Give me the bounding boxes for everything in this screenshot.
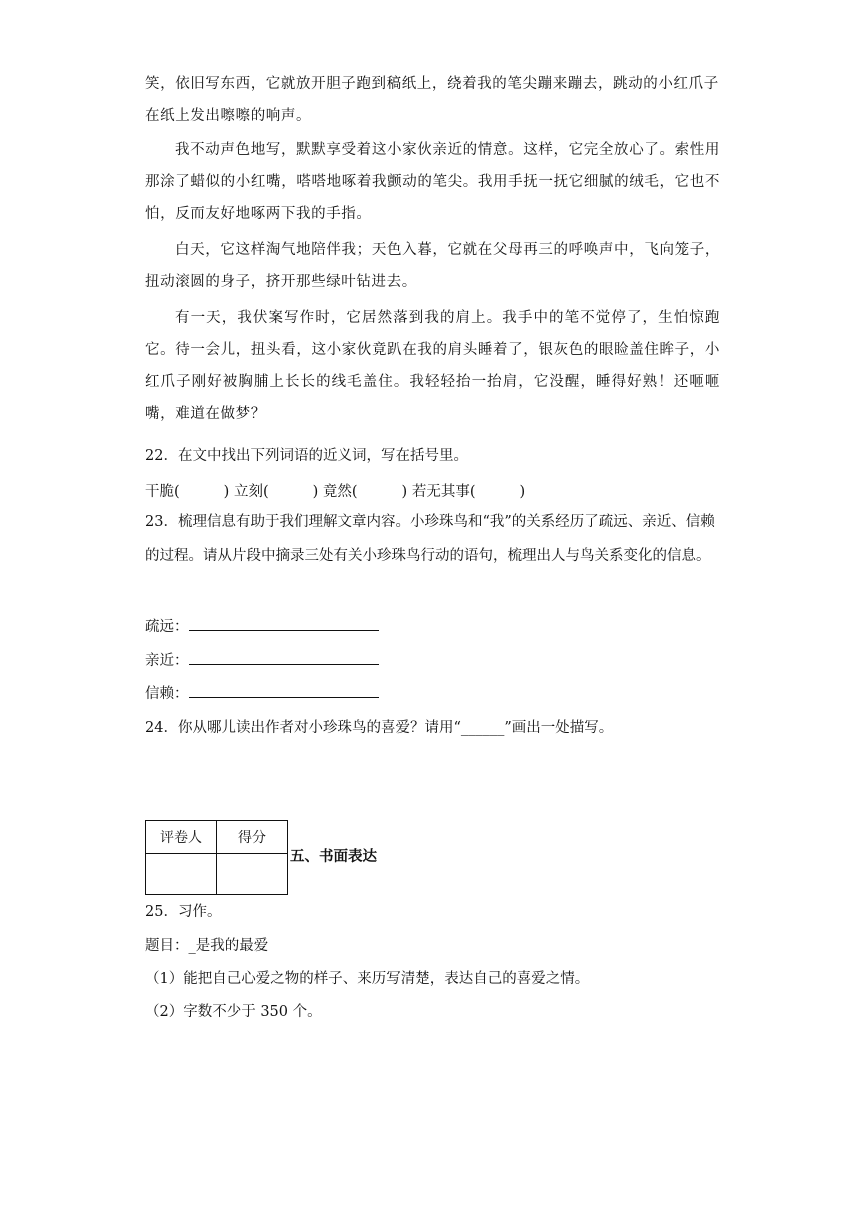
score-table-grader-cell[interactable] <box>146 854 217 895</box>
q23-answer-row-2 <box>145 649 379 670</box>
score-table-score-cell[interactable] <box>217 854 288 895</box>
section-title: 五、书面表达 <box>290 849 377 865</box>
q23-label-3: 信赖： <box>145 686 189 702</box>
q22-word-4: ) 若无其事( <box>401 484 476 500</box>
q23-answer-row-3 <box>145 682 379 703</box>
passage-paragraph-3: 白天，它这样淘气地陪伴我；天色入暮，它就在父母再三的呼唤声中，飞向笼子，扭动滚圆的身子，挤开那些绿叶钻进去。 <box>145 242 720 290</box>
q25-requirement-1: （1）能把自己心爱之物的样子、来历写清楚，表达自己的喜爱之情。 <box>145 971 590 987</box>
q22-word-3: ) 竟然( <box>312 484 358 500</box>
score-table-score-header: 得分 <box>217 821 288 854</box>
question-23: 23．梳理信息有助于我们理解文章内容。小珍珠鸟和“我”的关系经历了疏远、亲近、信赖的过程。请从片段中摘录三处有关小珍珠鸟行动的语句，梳理出人与鸟关系变化的信息。 <box>145 514 715 564</box>
passage-paragraph-1-line-1: 笑，依旧写东西，它就放开胆子跑到稿纸上，绕着我的笔尖蹦来蹦去，跳动的小红爪子 <box>145 76 719 92</box>
question-24: 24．你从哪儿读出作者对小珍珠鸟的喜爱？请用“______”画出一处描写。 <box>145 720 614 736</box>
question-22-blanks <box>145 480 525 501</box>
passage-paragraph-4: 有一天，我伏案写作时，它居然落到我的肩上。我手中的笔不觉停了，生怕惊跑它。待一会儿，扭头看，这小家伙竟趴在我的肩头睡着了，银灰色的眼睑盖住眸子，小红爪子刚好被胸脯上长长的线毛盖住。我轻轻抬一抬肩，它没醒，睡得好熟！还咂咂嘴，难道在做梦？ <box>145 310 720 422</box>
question-25: 25．习作。 <box>145 904 222 920</box>
q23-answer-line-3[interactable] <box>189 683 379 698</box>
score-table-grader-header: 评卷人 <box>146 821 217 854</box>
q25-requirement-2: （2）字数不少于 350 个。 <box>145 1004 322 1020</box>
q23-answer-line-1[interactable] <box>189 616 379 631</box>
q23-label-1: 疏远： <box>145 619 189 635</box>
q22-word-5: ) <box>519 484 526 500</box>
q23-label-2: 亲近： <box>145 653 189 669</box>
question-22: 22．在文中找出下列词语的近义词，写在括号里。 <box>145 448 468 464</box>
q22-word-1: 干脆( <box>145 484 180 500</box>
passage-paragraph-1-line-2: 在纸上发出嚓嚓的响声。 <box>145 108 312 124</box>
q23-answer-line-2[interactable] <box>189 650 379 665</box>
q25-topic: 题目：_是我的最爱 <box>145 938 269 954</box>
q22-word-2: ) 立刻( <box>223 484 269 500</box>
score-table <box>145 820 288 895</box>
passage-paragraph-2: 我不动声色地写，默默享受着这小家伙亲近的情意。这样，它完全放心了。索性用那涂了蜡似的小红嘴，嗒嗒地啄着我颤动的笔尖。我用手抚一抚它细腻的绒毛，它也不怕，反而友好地啄两下我的手指。 <box>145 142 720 222</box>
q23-answer-row-1 <box>145 615 379 636</box>
